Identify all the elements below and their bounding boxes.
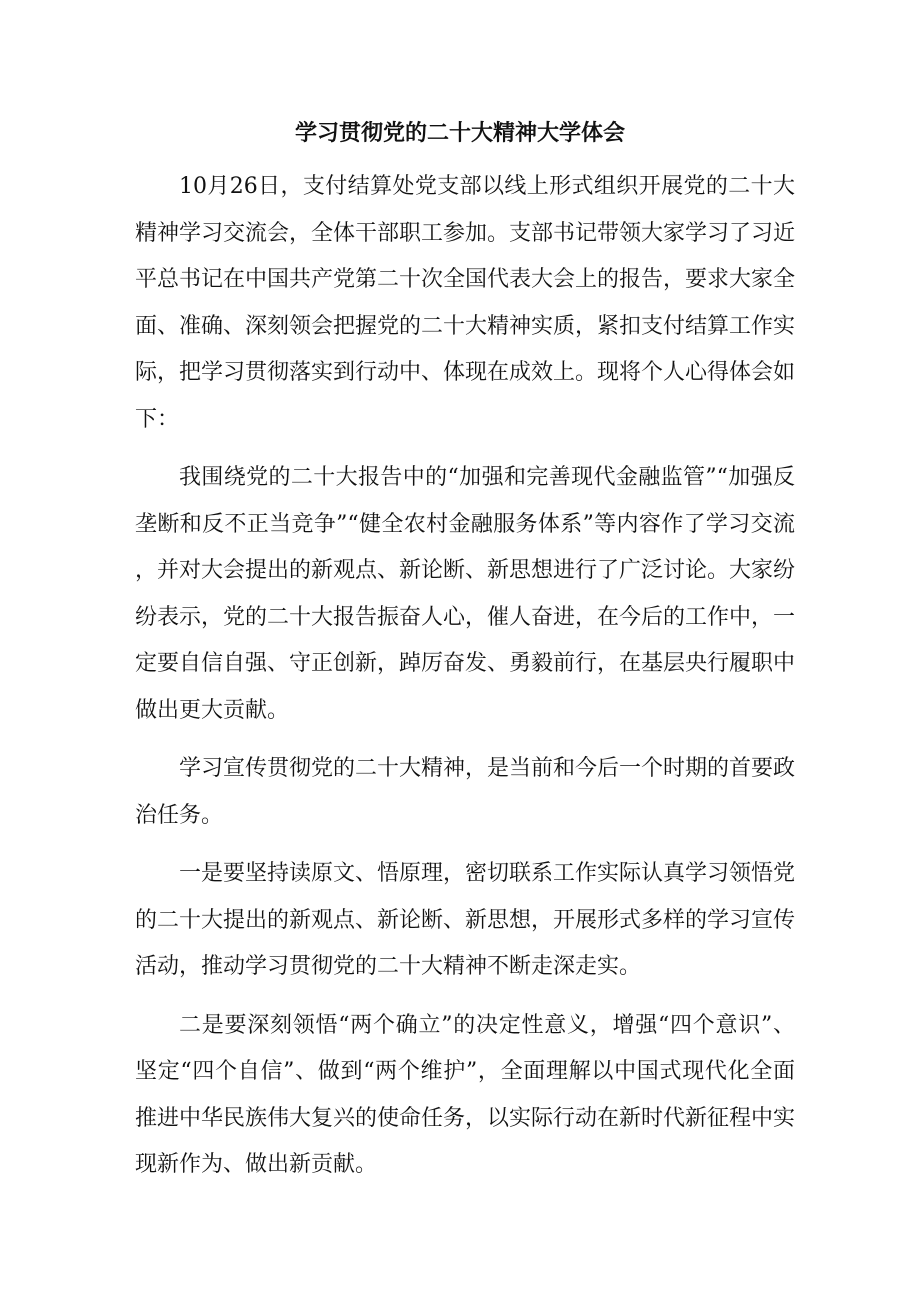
document-title: 学习贯彻党的二十大精神大学体会 <box>294 120 625 146</box>
paragraph-intro: 10月26日，支付结算处党支部以线上形式组织开展党的二十大精神学习交流会，全体干部职工参加。支部书记带领大家学习了习近平总书记在中国共产党第二十次全国代表大会上的报告，要求大家全面、准确、深刻领会把握党的二十大精神实质，紧扣支付结算工作实际，把学习贯彻落实到行动中、体现在成效上。现将个人心得体会如下： <box>135 174 796 432</box>
paragraph-point-two: 二是要深刻领悟“两个确立”的决定性意义，增强“四个意识”、坚定“四个自信”、做到“两个维护”，全面理解以中国式现代化全面推进中华民族伟大复兴的使命任务，以实际行动在新时代新征程中实现新作为、做出新贡献。 <box>135 1012 796 1177</box>
document-body <box>135 164 795 1201</box>
paragraph-point-one: 一是要坚持读原文、悟原理，密切联系工作实际认真学习领悟党的二十大提出的新观点、新论断、新思想，开展形式多样的学习宣传活动，推动学习贯彻党的二十大精神不断走深走实。 <box>135 861 796 979</box>
paragraph-discussion: 我围绕党的二十大报告中的“加强和完善现代金融监管”“加强反垄断和反不正当竞争”“健全农村金融服务体系”等内容作了学习交流，并对大会提出的新观点、新论断、新思想进行了广泛讨论。大家纷纷表示，党的二十大报告振奋人心，催人奋进，在今后的工作中，一定要自信自强、守正创新，踔厉奋发、勇毅前行，在基层央行履职中做出更大贡献。 <box>135 465 796 723</box>
paragraph-task: 学习宣传贯彻党的二十大精神，是当前和今后一个时期的首要政治任务。 <box>135 756 796 828</box>
